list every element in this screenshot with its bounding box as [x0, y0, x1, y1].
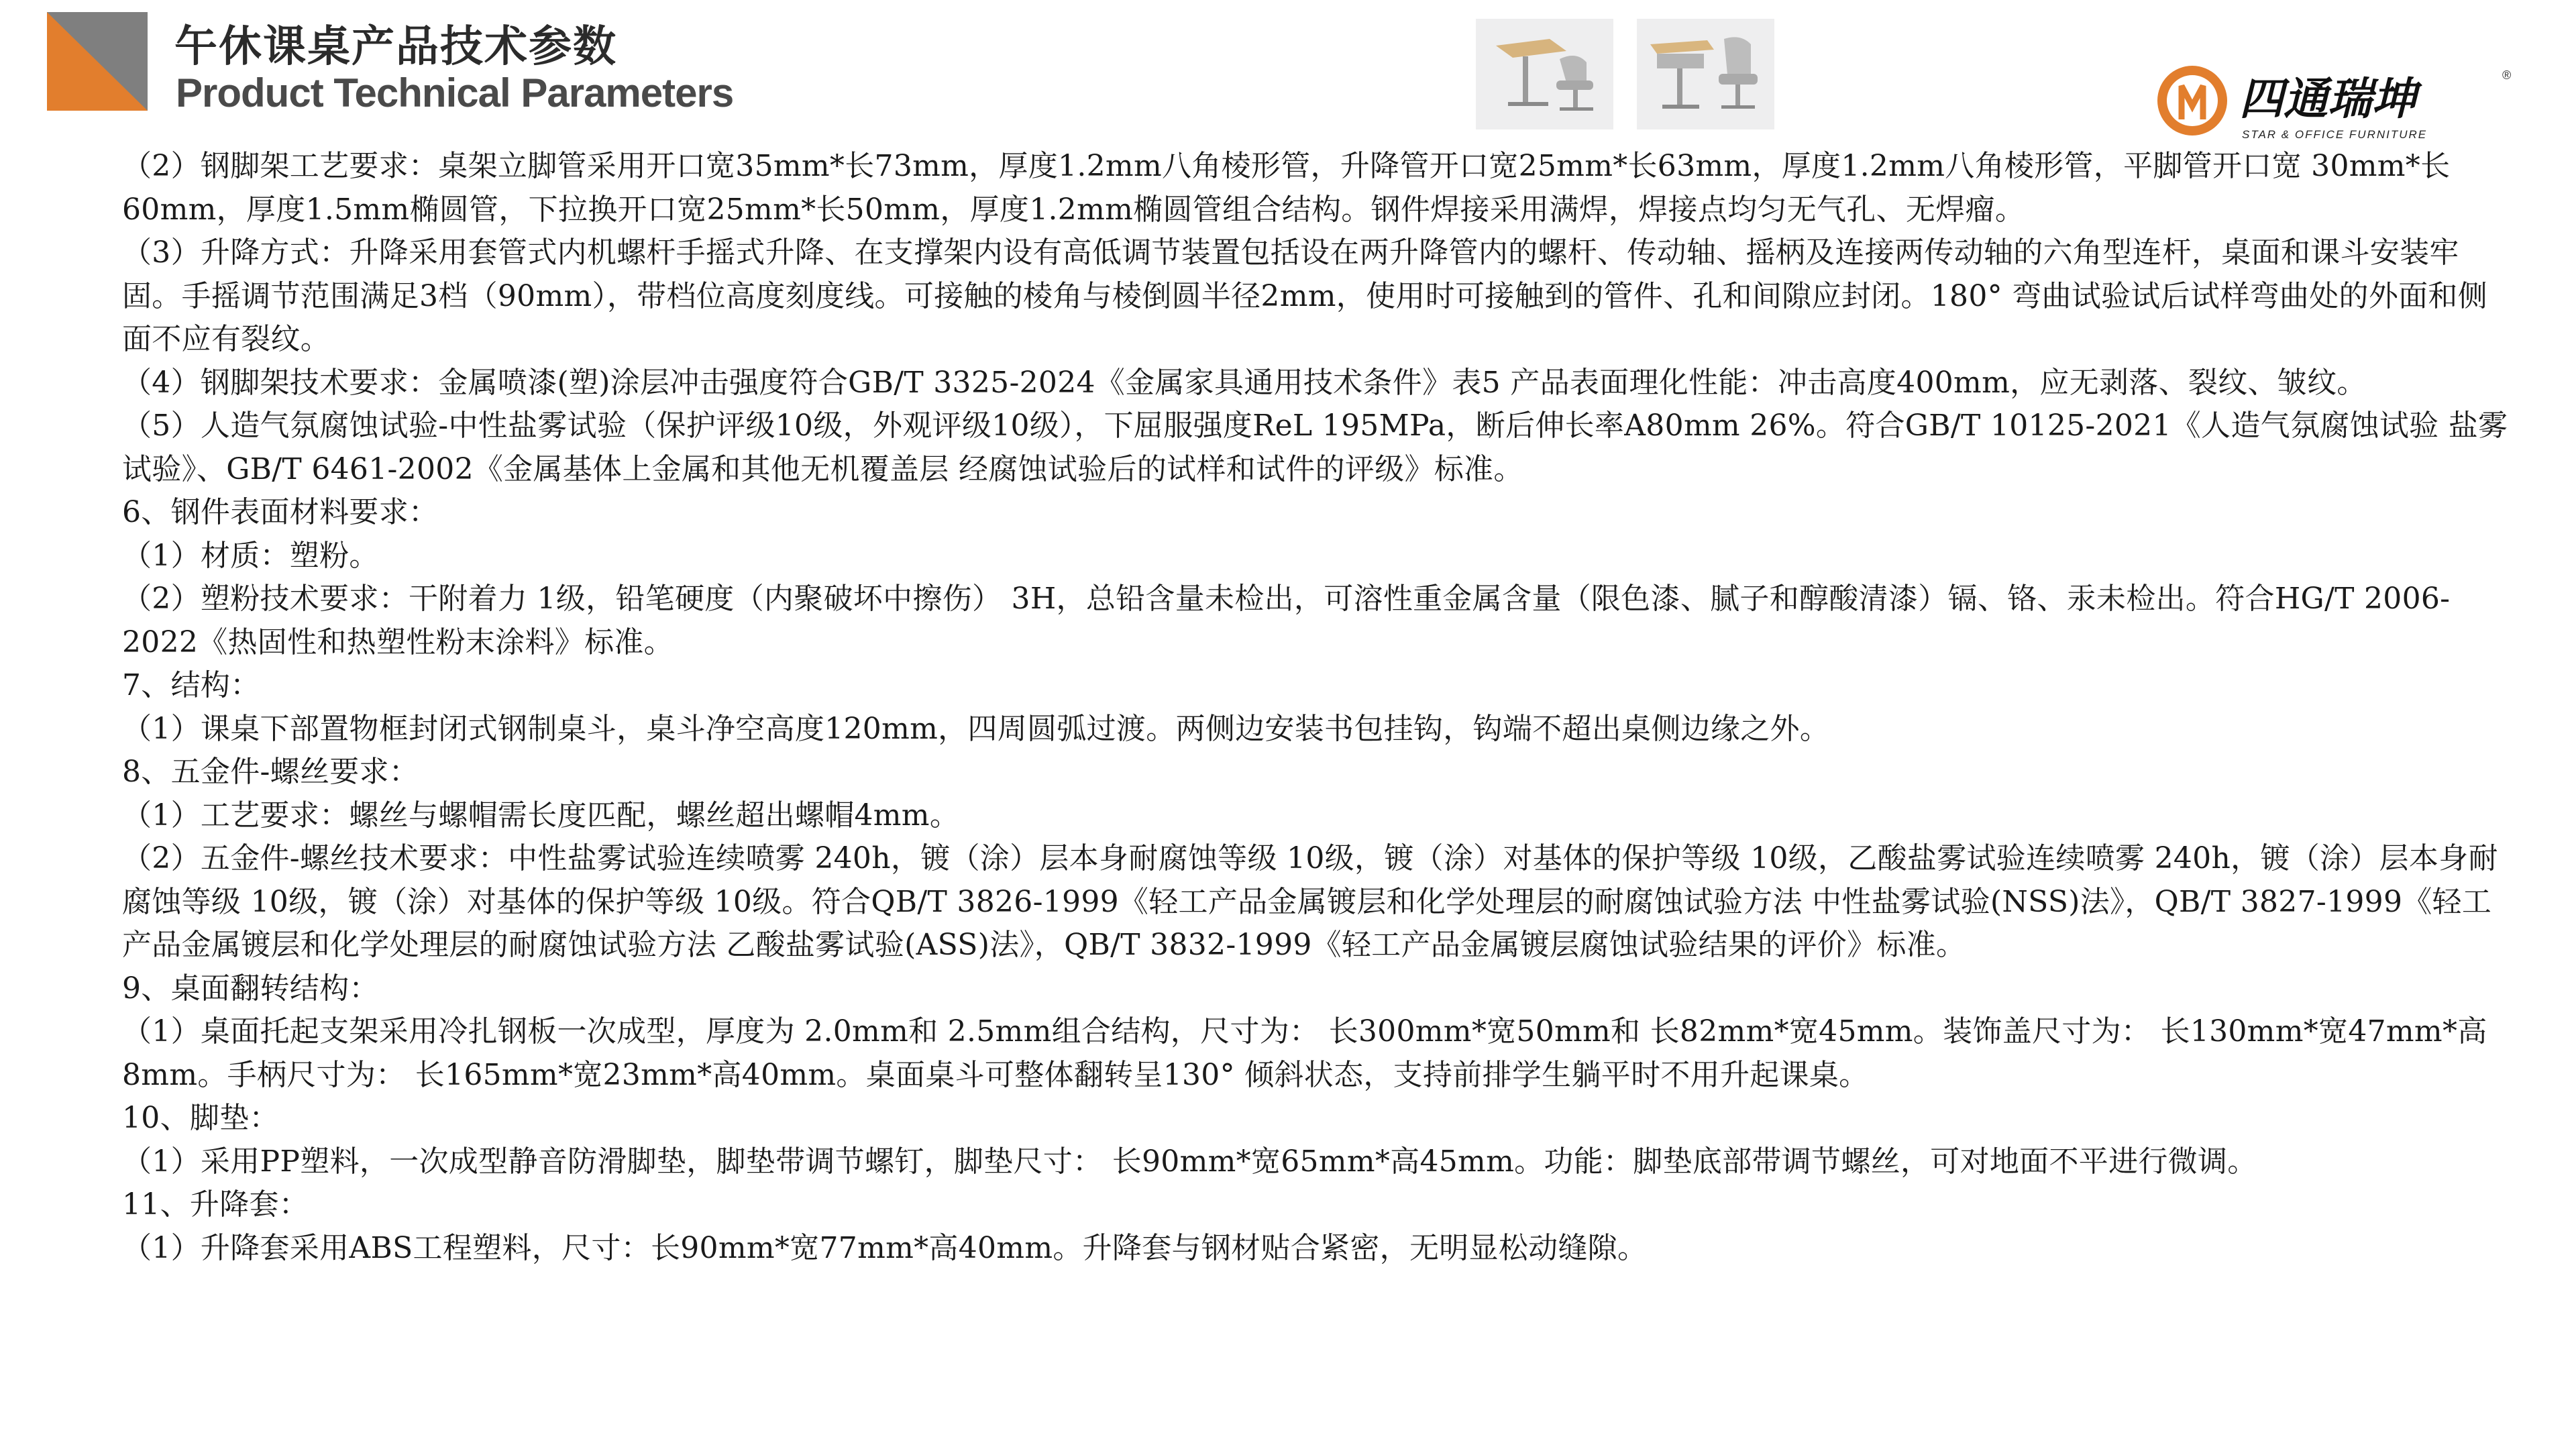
spec-paragraph: （1）工艺要求：螺丝与螺帽需长度匹配，螺丝超出螺帽4mm。 — [122, 798, 960, 833]
spec-paragraph: （5）人造气氛腐蚀试验-中性盐雾试验（保护评级10级，外观评级10级），下屈服强度ReL 195MPa，断后伸长率A80mm 26%。符合GB/T 10125-2021《人造气氛腐蚀试验 盐雾试验》、GB/T 6461-2002《金属基体上金属和其他无机覆盖层 经腐蚀试验后的试样和试件的评级》标准。 — [122, 409, 2508, 486]
spec-paragraph: （2）五金件-螺丝技术要求：中性盐雾试验连续喷雾 240h，镀（涂）层本身耐腐蚀等级 10级，镀（涂）对基体的保护等级 10级，乙酸盐雾试验连续喷雾 240h，镀（涂）层本身耐腐蚀等级 10级，镀（涂）对基体的保护等级 10级。符合QB/T 3826-1999《轻工产品金属镀层和化学处理层的耐腐蚀试验方法 中性盐雾试验(NSS)法》，QB/T 3827-1999《轻工产品金属镀层和化学处理层的耐腐蚀试验方法 乙酸盐雾试验(ASS)法》，QB/T 3832-1999《轻工产品金属镀层腐蚀试验结果的评价》标准。 — [122, 841, 2498, 962]
spec-paragraph: （2）钢脚架工艺要求：桌架立脚管采用开口宽35mm*长73mm，厚度1.2mm八角棱形管，升降管开口宽25mm*长63mm，厚度1.2mm八角棱形管，平脚管开口宽 30mm*长60mm，厚度1.5mm椭圆管，下拉换开口宽25mm*长50mm，厚度1.2mm椭圆管组合结构。钢件焊接采用满焊，焊接点均匀无气孔、无焊瘤。 — [122, 149, 2451, 227]
company-logo — [2153, 59, 2516, 146]
section-heading: 7、结构： — [122, 668, 260, 702]
logo-wordmark: 四通瑞坤 — [2239, 73, 2416, 125]
spec-paragraph: （1）材质：塑粉。 — [122, 538, 379, 573]
spec-paragraph: （3）升降方式：升降采用套管式内机螺杆手摇式升降、在支撑架内设有高低调节装置包括设在两升降管内的螺杆、传动轴、摇柄及连接两传动轴的六角型连杆，桌面和课斗安装牢固。手摇调节范围满足3档（90mm），带档位高度刻度线。可接触的棱角与棱倒圆半径2mm，使用时可接触到的管件、孔和间隙应封闭。180° 弯曲试验试后试样弯曲处的外面和侧面不应有裂纹。 — [122, 235, 2488, 356]
page-title-en: Product Technical Parameters — [176, 70, 734, 115]
page-header — [0, 0, 2576, 141]
spec-paragraph: （1）桌面托起支架采用冷扎钢板一次成型，厚度为 2.0mm和 2.5mm组合结构，尺寸为： 长300mm*宽50mm和 长82mm*宽45mm。装饰盖尺寸为： 长130mm*宽47mm*高8mm。手柄尺寸为： 长165mm*宽23mm*高40mm。桌面桌斗可整体翻转呈130° 倾斜状态，支持前排学生躺平时不用升起课桌。 — [122, 1014, 2487, 1092]
section-heading: 8、五金件-螺丝要求： — [122, 755, 419, 789]
spec-paragraph: （2）塑粉技术要求：干附着力 1级，铅笔硬度（内聚破坏中擦伤） 3H，总铅含量未检出，可溶性重金属含量（限色漆、腻子和醇酸清漆）镉、铬、汞未检出。符合HG/T 2006-2022《热固性和热塑性粉末涂料》标准。 — [122, 582, 2451, 659]
section-heading: 6、钢件表面材料要求： — [122, 495, 439, 529]
section-heading: 9、桌面翻转结构： — [122, 971, 379, 1006]
spec-content — [122, 145, 2510, 1270]
logo-registered-mark: ® — [2502, 68, 2512, 82]
desk-chair-thumbnail-2 — [1637, 19, 1774, 129]
spec-paragraph: （1）采用PP塑料，一次成型静音防滑脚垫，脚垫带调节螺钉，脚垫尺寸： 长90mm*宽65mm*高45mm。功能：脚垫底部带调节螺丝，可对地面不平进行微调。 — [122, 1144, 2257, 1179]
desk-chair-thumbnail-1 — [1476, 19, 1613, 129]
section-heading: 10、脚垫： — [122, 1101, 279, 1135]
section-heading: 11、升降套： — [122, 1187, 309, 1222]
page-title-cn: 午休课桌产品技术参数 — [174, 22, 617, 72]
corner-triangle-logo-mark — [47, 12, 148, 111]
spec-paragraph: （4）钢脚架技术要求：金属喷漆(塑)涂层冲击强度符合GB/T 3325-2024《金属家具通用技术条件》表5 产品表面理化性能：冲击高度400mm，应无剥落、裂纹、皱纹。 — [122, 365, 2367, 400]
spec-paragraph: （1）课桌下部置物框封闭式钢制桌斗，桌斗净空高度120mm，四周圆弧过渡。两侧边安装书包挂钩，钩端不超出桌侧边缘之外。 — [122, 711, 1830, 746]
logo-subtext: STAR & OFFICE FURNITURE — [2242, 128, 2428, 141]
spec-paragraph: （1）升降套采用ABS工程塑料，尺寸：长90mm*宽77mm*高40mm。升降套与钢材贴合紧密，无明显松动缝隙。 — [122, 1230, 1648, 1265]
